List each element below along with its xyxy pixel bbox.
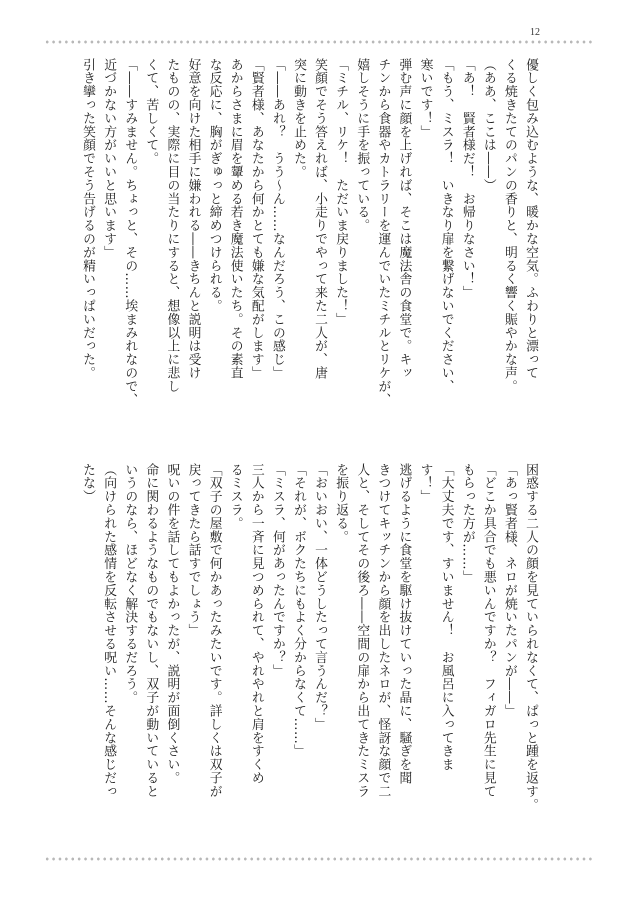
upper-text-block bbox=[71, 58, 541, 438]
text-line: 「――あれ？ うう〜ん……なんだろう、この感じ」 bbox=[269, 58, 285, 380]
text-line: 困惑する二人の顔を見ていられなくて、ぱっと踵を返す。 bbox=[523, 463, 538, 812]
text-line: 「大丈夫です、すいません！ お風呂に入ってきま bbox=[438, 463, 454, 772]
text-line: す！」 bbox=[417, 463, 433, 504]
text-line: 「ミスラ、何があったんですか？」 bbox=[269, 463, 285, 678]
text-line: るミスラ。 bbox=[227, 463, 243, 530]
text-line: 笑顔でそう答えれば、小走りでやって来た二人が、唐 bbox=[312, 58, 328, 380]
text-line: 呪いの件を話してもよかったが、説明が面倒くさい。 bbox=[164, 463, 180, 785]
text-line: 近づかない方がいいと思います」 bbox=[101, 58, 117, 259]
text-line: 好意を向けた相手に嫌われる――きちんと説明は受け bbox=[185, 58, 201, 380]
text-line: 弾む声に顔を上げれば、そこは魔法舎の食堂で。キッ bbox=[396, 58, 412, 380]
text-line: 逃げるように食堂を駆け抜けていった晶に、騒ぎを聞 bbox=[396, 463, 412, 785]
text-line: 戻ってきたら話すでしょう」 bbox=[185, 463, 201, 638]
text-line: 引き攣った笑顔でそう告げるのが精いっぱいだった。 bbox=[80, 58, 96, 380]
text-line: あからさまに眉を顰める若き魔法使いたち。その素直 bbox=[227, 58, 243, 380]
text-line: 命に関わるようなものでもないし、双子が動いていると bbox=[143, 463, 159, 798]
page-number: 12 bbox=[530, 27, 540, 38]
text-line: 優しく包み込むような、暖かな空気。ふわりと漂って bbox=[523, 58, 538, 380]
text-line: たな） bbox=[80, 463, 96, 504]
text-line: 「賢者様、あなたから何かとても嫌な気配がします」 bbox=[248, 58, 264, 380]
text-line: 寒いです！」 bbox=[417, 58, 433, 139]
text-line: 「あ！ 賢者様だ！ お帰りなさい！」 bbox=[459, 58, 475, 300]
text-line: 「あっ賢者様、ネロが焼いたパンが――」 bbox=[501, 463, 517, 718]
text-line: 人と、そしてその後ろ――空間の扉から出てきたミスラ bbox=[354, 463, 370, 798]
text-line: （向けられた感情を反転させる呪い……そんな感じだっ bbox=[101, 463, 117, 798]
text-line: 「ミチル、リケ！ ただいま戻りました！」 bbox=[333, 58, 349, 326]
text-line: な反応に、胸がぎゅっと締めつけられる。 bbox=[206, 58, 222, 313]
text-line: （ああ、ここは――） bbox=[480, 58, 496, 192]
text-line: 「双子の屋敷で何かあったみたいです。詳しくは双子が bbox=[206, 463, 222, 798]
text-line: 「どこか具合でも悪いんですか？ フィガロ先生に見て bbox=[480, 463, 496, 798]
text-line: 三人から一斉に見つめられて、やれやれと肩をすくめ bbox=[248, 463, 264, 785]
bottom-dotted-border bbox=[44, 857, 594, 861]
text-line: たものの、実際に目の当たりにすると、想像以上に悲し bbox=[164, 58, 180, 393]
lower-text-block bbox=[71, 463, 541, 833]
text-line: 「――すみません。ちょっと、その……埃まみれなので、 bbox=[122, 58, 138, 407]
text-line: チンから食器やカトラリーを運んでいたミチルとリケが、 bbox=[375, 58, 391, 407]
text-line: 嬉しそうに手を振っている。 bbox=[354, 58, 370, 233]
text-line: もらった方が……」 bbox=[459, 463, 475, 584]
text-line: を振り返る。 bbox=[333, 463, 349, 544]
text-line: きつけてキッチンから顔を出したネロが、怪訝な顔で二 bbox=[375, 463, 391, 798]
text-line: 「それが、ボクたちにもよく分からなくて……」 bbox=[290, 463, 306, 758]
text-line: くて、苦しくて。 bbox=[143, 58, 159, 166]
top-dotted-border bbox=[44, 40, 594, 44]
text-line: くる焼きたてのパンの香りと、明るく響く賑やかな声。 bbox=[501, 58, 517, 393]
text-line: 「おいおい、一体どうしたって言うんだ？」 bbox=[312, 463, 328, 731]
text-line: 「もう、ミスラ！ いきなり扉を繋げないでください、 bbox=[438, 58, 454, 393]
text-line: 突に動きを止めた。 bbox=[290, 58, 306, 179]
text-line: いうのなら、ほどなく解決するだろう。 bbox=[122, 463, 138, 705]
